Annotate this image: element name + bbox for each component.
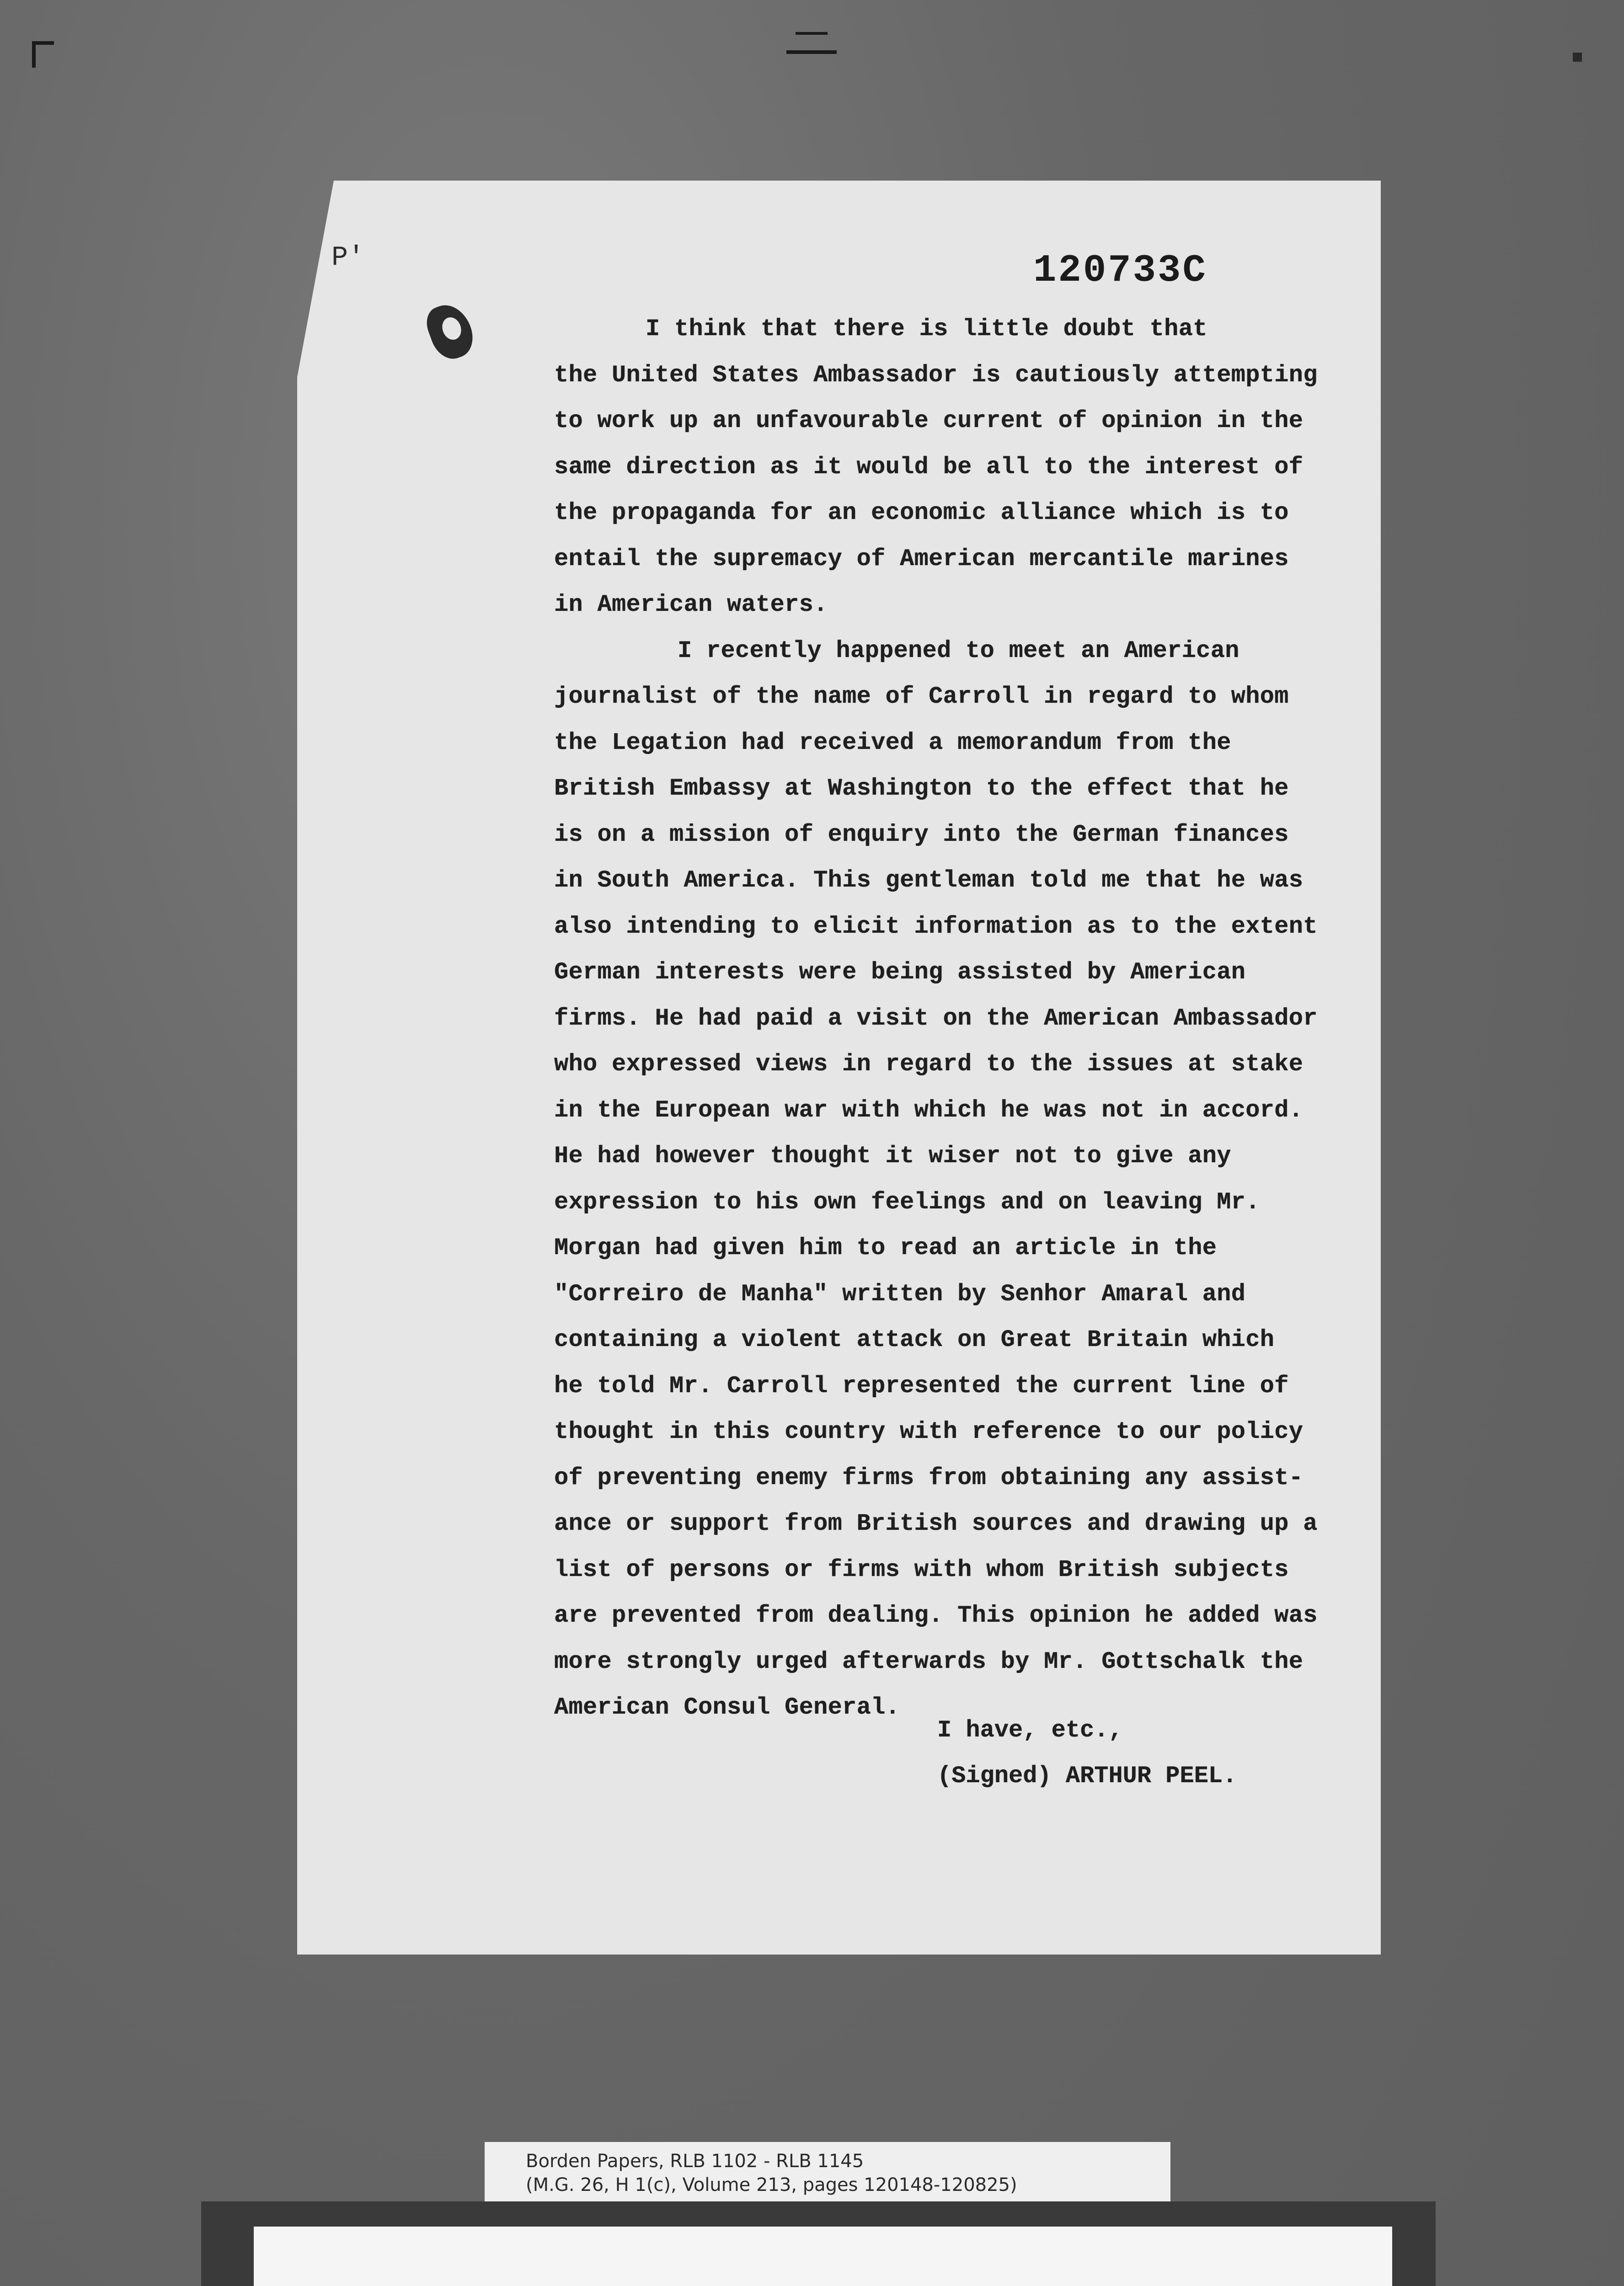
letter-line: thought in this country with reference to our policy <box>554 1418 1303 1445</box>
letter-line: the United States Ambassador is cautiously attempting <box>554 361 1318 389</box>
letter-line: Morgan had given him to read an article in the <box>554 1234 1217 1261</box>
letter-line: in South America. This gentleman told me that he was <box>554 867 1303 894</box>
letter-line: firms. He had paid a visit on the American Ambassador <box>554 1004 1318 1032</box>
letter-line: he told Mr. Carroll represented the current line of <box>554 1372 1289 1399</box>
letter-line: the Legation had received a memorandum from the <box>554 729 1231 756</box>
letter-line: journalist of the name of Carroll in regard to whom <box>554 683 1289 710</box>
letter-line: who expressed views in regard to the issues at stake <box>554 1051 1303 1078</box>
page-number-digits: 120733 <box>1033 249 1183 293</box>
letter-line: to work up an unfavourable current of opinion in the <box>554 407 1303 434</box>
archives-label-card <box>254 2227 1392 2286</box>
closing-phrase: I have, etc., <box>937 1717 1123 1744</box>
page-number-suffix: C <box>1182 249 1207 293</box>
letter-line: I think that there is little doubt that <box>646 315 1207 342</box>
reference-line: (M.G. 26, H 1(c), Volume 213, pages 120148-120825) <box>526 2174 1017 2195</box>
letter-line: American Consul General. <box>554 1694 900 1721</box>
letter-line: list of persons or firms with whom British subjects <box>554 1556 1289 1583</box>
letter-line: He had however thought it wiser not to give any <box>554 1143 1231 1170</box>
letter-closing <box>937 1708 1237 1799</box>
letter-line: in the European war with which he was not in accord. <box>554 1096 1303 1124</box>
signature-line: (Signed) ARTHUR PEEL. <box>937 1763 1237 1789</box>
letter-line: same direction as it would be all to the interest of <box>554 453 1303 481</box>
film-right-mark <box>1573 53 1582 62</box>
film-top-mark <box>796 32 828 35</box>
reference-line: Borden Papers, RLB 1102 - RLB 1145 <box>526 2151 864 2172</box>
film-corner-mark <box>32 41 54 68</box>
letter-line: are prevented from dealing. This opinion he added was <box>554 1602 1318 1629</box>
page-number <box>1033 249 1207 293</box>
letter-line: entail the supremacy of American mercantile marines <box>554 545 1289 572</box>
film-top-mark <box>786 50 837 54</box>
letter-line: German interests were being assisted by American <box>554 959 1246 986</box>
letter-line: containing a violent attack on Great Britain which <box>554 1326 1275 1353</box>
letter-line: the propaganda for an economic alliance which is to <box>554 499 1289 526</box>
letter-line: British Embassy at Washington to the effect that he <box>554 775 1289 802</box>
letter-line: "Correiro de Manha" written by Senhor Amaral and <box>554 1280 1246 1308</box>
letter-line: of preventing enemy firms from obtaining any assist- <box>554 1464 1303 1491</box>
letter-line: ance or support from British sources and drawing up a <box>554 1510 1318 1537</box>
letter-line: is on a mission of enquiry into the German finances <box>554 821 1289 848</box>
letter-line: I recently happened to meet an American <box>678 637 1239 664</box>
letter-line: expression to his own feelings and on leaving Mr. <box>554 1188 1260 1216</box>
corner-note: P' <box>331 242 365 273</box>
letter-body <box>554 306 1350 1731</box>
letter-line: more strongly urged afterwards by Mr. Gottschalk the <box>554 1648 1303 1675</box>
letter-line: in American waters. <box>554 591 828 618</box>
letter-line: also intending to elicit information as to the extent <box>554 913 1318 940</box>
